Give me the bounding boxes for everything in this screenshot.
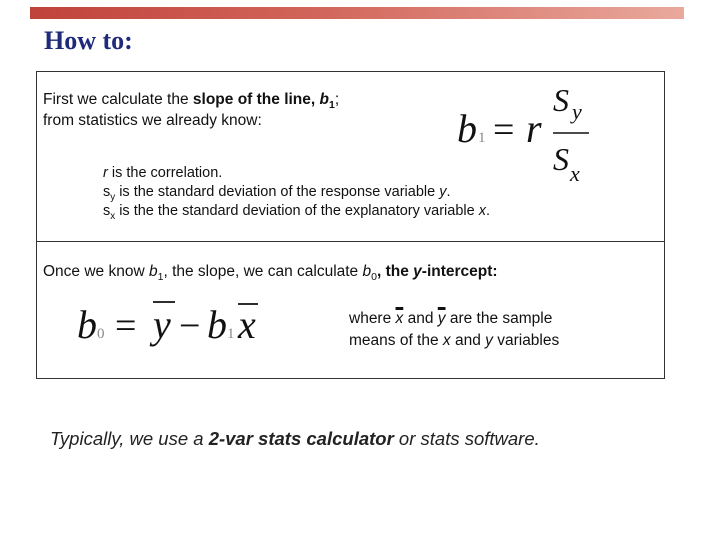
svg-text:=: = <box>493 109 515 151</box>
slope-intro-line: First we calculate the slope of the line, $b_1$; <box>43 91 340 112</box>
statistics-intro-line: from statistics we already know: <box>43 112 262 129</box>
svg-text:y: y <box>572 99 582 124</box>
sy-definition: $s_y$ is the standard deviation of the response variable y. <box>103 184 451 203</box>
svg-text:−: − <box>179 305 201 347</box>
sx-definition: $s_x$ is the the standard deviation of the explanatory variable x. <box>103 203 490 222</box>
svg-text:b: b <box>77 302 97 347</box>
svg-text:r: r <box>526 106 542 151</box>
svg-text:=: = <box>115 305 137 347</box>
intercept-intro-line: Once we know $b_1$, the slope, we can calculate $b_0$, the y-intercept: <box>43 263 498 284</box>
intercept-formula <box>75 292 315 356</box>
svg-text:x: x <box>238 302 256 347</box>
svg-text:1: 1 <box>478 130 486 146</box>
svg-text:b: b <box>457 106 477 151</box>
intercept-explanation-box <box>36 241 665 379</box>
sample-means-line1: where $\overline{x}$ and $\overline{y}$ are the sample <box>349 310 553 327</box>
svg-text:1: 1 <box>227 326 235 342</box>
slide-title: How to: <box>44 26 133 55</box>
svg-text:0: 0 <box>97 326 105 342</box>
svg-text:S: S <box>553 141 569 177</box>
svg-text:y: y <box>153 302 171 347</box>
svg-text:x: x <box>570 161 580 186</box>
svg-text:b: b <box>207 302 227 347</box>
slope-formula <box>457 79 627 189</box>
r-definition: r is the correlation. <box>103 165 223 181</box>
svg-text:S: S <box>553 82 569 118</box>
sample-means-line2: means of the x and y variables <box>349 332 560 349</box>
calculator-note: Typically, we use a 2-var stats calculator or stats software. <box>50 428 540 449</box>
slope-explanation-box <box>36 71 665 242</box>
title-accent-bar <box>30 7 684 19</box>
